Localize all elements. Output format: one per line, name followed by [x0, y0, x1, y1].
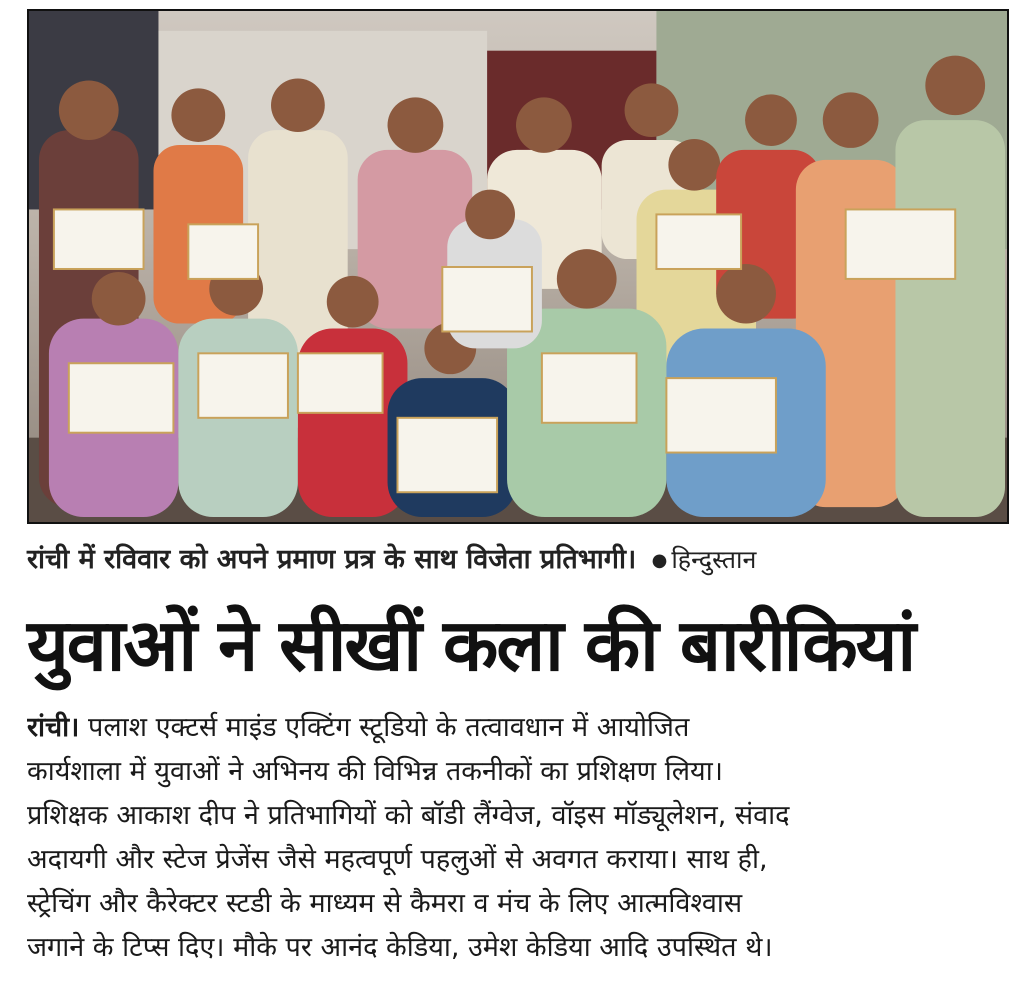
headline: युवाओं ने सीखीं कला की बारीकियां: [27, 603, 915, 687]
article-line: स्ट्रेचिंग और कैरेक्टर स्टडी के माध्यम से कैमरा व मंच के लिए आत्मविश्वास: [27, 888, 743, 919]
photo-caption: [27, 538, 1007, 582]
photo-credit: हिन्दुस्तान: [671, 545, 757, 574]
dateline: रांची।: [27, 712, 80, 743]
article-line: कार्यशाला में युवाओं ने अभिनय की विभिन्न तकनीकों का प्रशिक्षण लिया।: [27, 756, 723, 787]
article-body: [27, 706, 1007, 970]
article-line: प्रशिक्षक आकाश दीप ने प्रतिभागियों को बॉडी लैंग्वेज, वॉइस मॉड्यूलेशन, संवाद: [27, 800, 790, 831]
article-line: जगाने के टिप्स दिए। मौके पर आनंद केडिया, उमेश केडिया आदि उपस्थित थे।: [27, 932, 773, 963]
article-line: अदायगी और स्टेज प्रेजेंस जैसे महत्वपूर्ण पहलुओं से अवगत कराया। साथ ही,: [27, 844, 768, 875]
caption-text: रांची में रविवार को अपने प्रमाण प्रत्र के साथ विजेता प्रतिभागी।: [27, 544, 637, 575]
group-photo: [27, 9, 1009, 524]
article-line-text: पलाश एक्टर्स माइंड एक्टिंग स्टूडियो के तत्वावधान में आयोजित: [88, 712, 690, 743]
article-line: [27, 706, 1007, 750]
bullet-icon: ●: [651, 549, 668, 571]
